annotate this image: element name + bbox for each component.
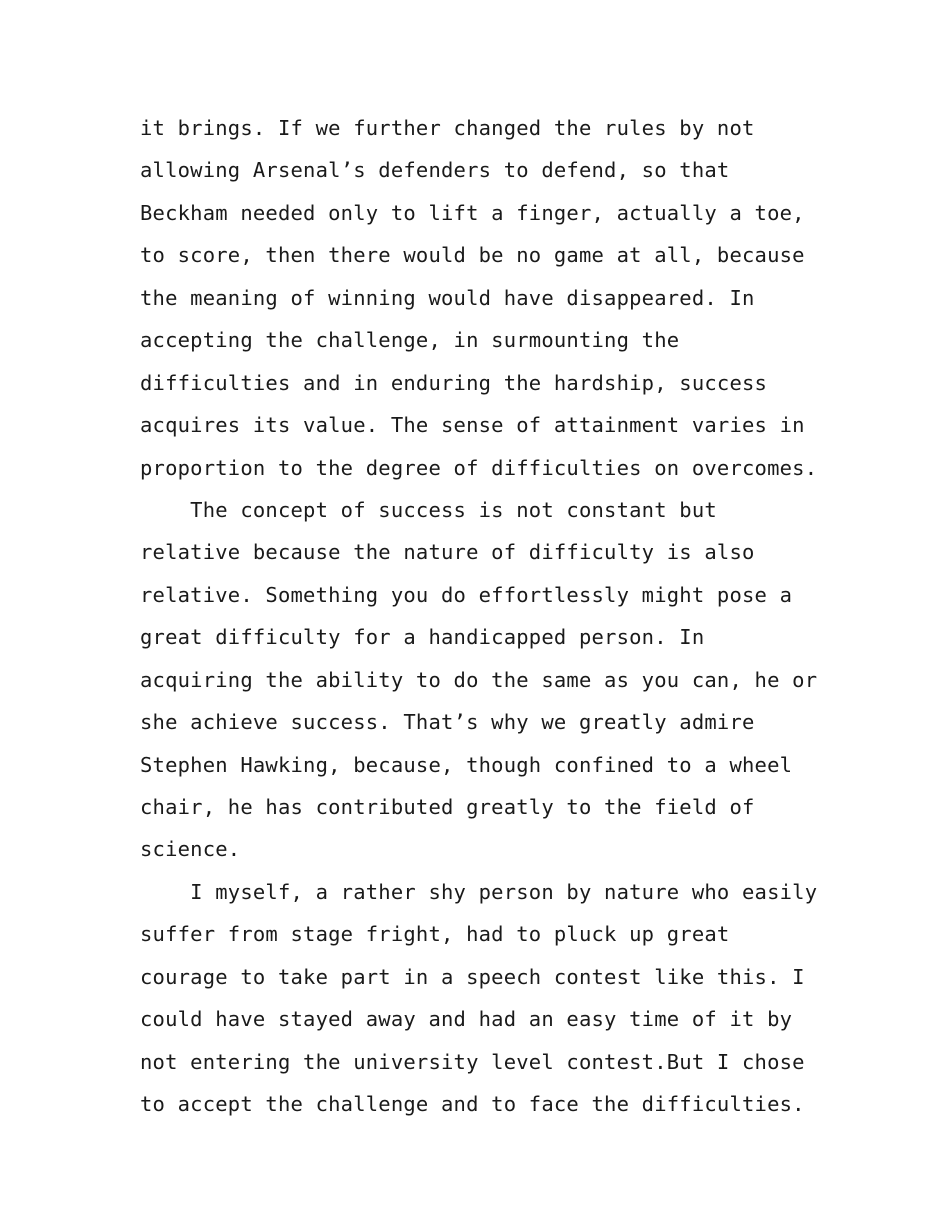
text-line: she achieve success. That’s why we greatly admire (140, 710, 755, 735)
text-line: chair, he has contributed greatly to the field of (140, 795, 755, 819)
text-line: courage to take part in a speech contest like this. I (140, 964, 805, 989)
text-line: great difficulty for a handicapped person. In (140, 625, 705, 650)
text-line: acquires its value. The sense of attainment varies in (140, 413, 805, 438)
text-line: it brings. If we further changed the rules by not (140, 116, 755, 140)
text-line: difficulties and in enduring the hardship, success (140, 370, 768, 395)
text-line: Stephen Hawking, because, though confined to a wheel (140, 752, 793, 777)
document-body (140, 107, 830, 1126)
text-line: proportion to the degree of difficulties on overcomes. (140, 455, 818, 480)
text-line: relative. Something you do effortlessly might pose a (140, 582, 793, 607)
text-line: could have stayed away and had an easy time of it by (140, 1007, 793, 1032)
text-line: The concept of success is not constant but (140, 497, 717, 522)
text-line: relative because the nature of difficulty is also (140, 540, 755, 565)
text-line: allowing Arsenal’s defenders to defend, so that (140, 158, 730, 183)
text-line: acquiring the ability to do the same as you can, he or (140, 667, 818, 692)
text-line: to accept the challenge and to face the difficulties. (140, 1092, 805, 1117)
text-line: accepting the challenge, in surmounting the (140, 328, 680, 353)
text-line: I myself, a rather shy person by nature who easily (140, 879, 818, 904)
text-line: Beckham needed only to lift a finger, actually a toe, (140, 200, 805, 225)
text-line: the meaning of winning would have disappeared. In (140, 285, 755, 310)
text-line: science. (140, 837, 241, 862)
text-line: not entering the university level contest.But I chose (140, 1049, 805, 1074)
text-line: suffer from stage fright, had to pluck up great (140, 922, 730, 947)
text-line: to score, then there would be no game at all, because (140, 243, 805, 268)
